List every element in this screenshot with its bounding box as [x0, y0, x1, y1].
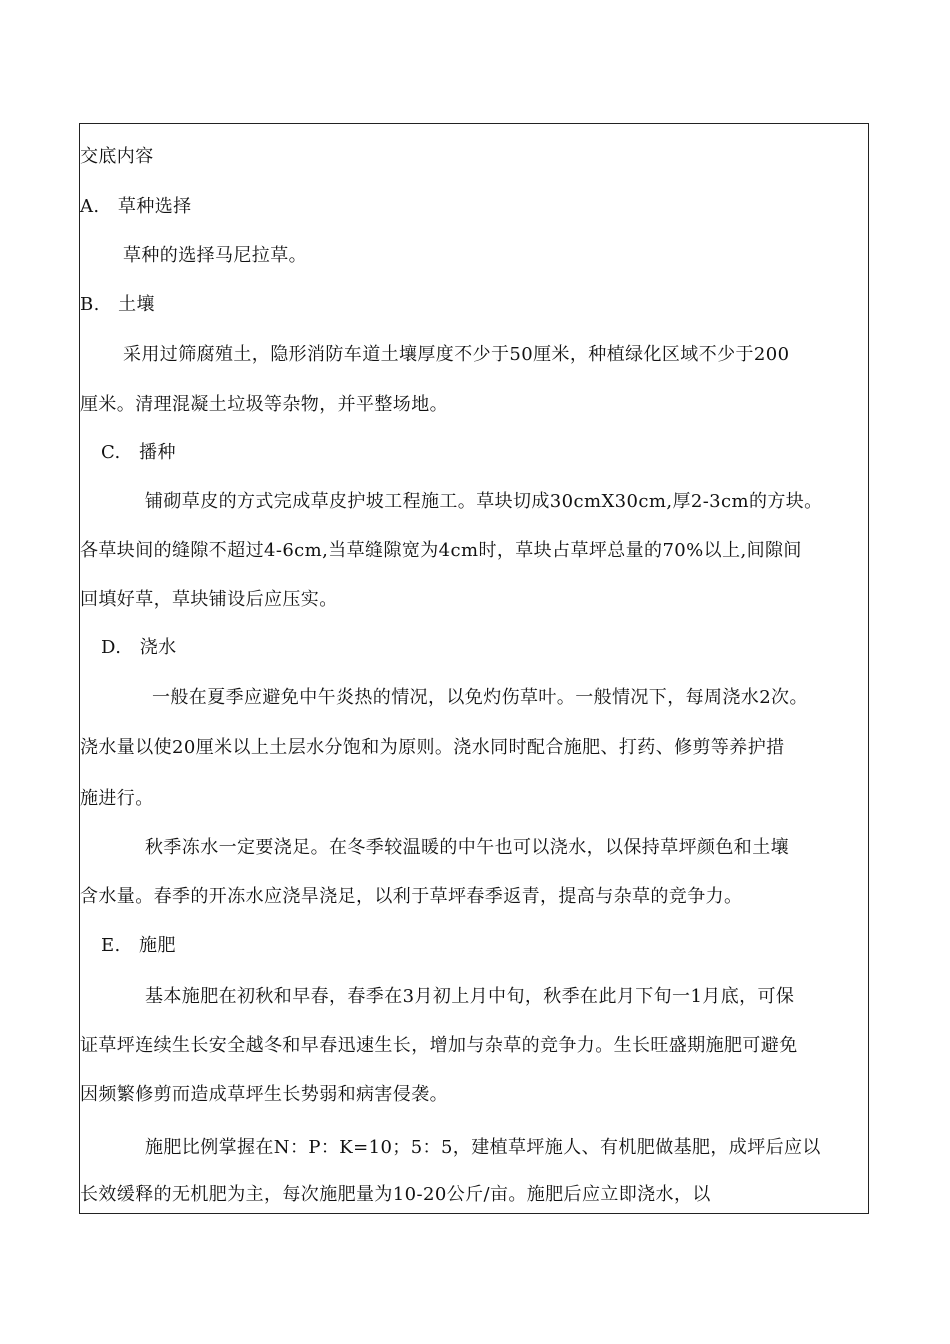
- paragraph-line: 证草坪连续生长安全越冬和早春迅速生长，增加与杂草的竞争力。生长旺盛期施肥可避免: [80, 1035, 798, 1056]
- paragraph-line: 一般在夏季应避免中午炎热的情况，以免灼伤草叶。一般情况下，每周浇水2次。: [152, 687, 808, 708]
- section-heading-b: B. 土壤: [80, 294, 155, 315]
- paragraph-line: 因频繁修剪而造成草坪生长势弱和病害侵袭。: [80, 1084, 448, 1105]
- doc-title: 交底内容: [80, 146, 154, 167]
- paragraph-line: 秋季冻水一定要浇足。在冬季较温暖的中午也可以浇水，以保持草坪颜色和土壤: [145, 837, 789, 858]
- section-heading-a: A. 草种选择: [80, 196, 192, 217]
- paragraph-line: 长效缓释的无机肥为主，每次施肥量为10-20公斤/亩。施肥后应立即浇水，以: [80, 1184, 711, 1205]
- paragraph-line: 采用过筛腐殖土，隐形消防车道土壤厚度不少于50厘米，种植绿化区域不少于200: [123, 344, 790, 365]
- paragraph-line: 厘米。清理混凝土垃圾等杂物，并平整场地。: [80, 394, 448, 415]
- paragraph-line: 浇水量以使20厘米以上土层水分饱和为原则。浇水同时配合施肥、打药、修剪等养护措: [80, 737, 785, 758]
- paragraph-line: 草种的选择马尼拉草。: [123, 245, 307, 266]
- paragraph-line: 施进行。: [80, 788, 154, 809]
- section-heading-d: D. 浇水: [101, 637, 177, 658]
- section-heading-c: C. 播种: [101, 442, 176, 463]
- paragraph-line: 铺砌草皮的方式完成草皮护坡工程施工。草块切成30cmX30cm,厚2-3cm的方块。: [145, 491, 823, 512]
- paragraph-line: 各草块间的缝隙不超过4-6cm,当草缝隙宽为4cm时，草块占草坪总量的70%以上,间隙间: [80, 540, 802, 561]
- paragraph-line: 回填好草，草块铺设后应压实。: [80, 589, 338, 610]
- paragraph-line: 含水量。春季的开冻水应浇旱浇足，以利于草坪春季返青，提高与杂草的竞争力。: [80, 886, 743, 907]
- section-heading-e: E. 施肥: [101, 935, 176, 956]
- paragraph-line: 基本施肥在初秋和早春，春季在3月初上月中旬，秋季在此月下旬一1月底，可保: [145, 986, 795, 1007]
- paragraph-line: 施肥比例掌握在N：P：K=10；5：5，建植草坪施人、有机肥做基肥，成坪后应以: [145, 1137, 821, 1158]
